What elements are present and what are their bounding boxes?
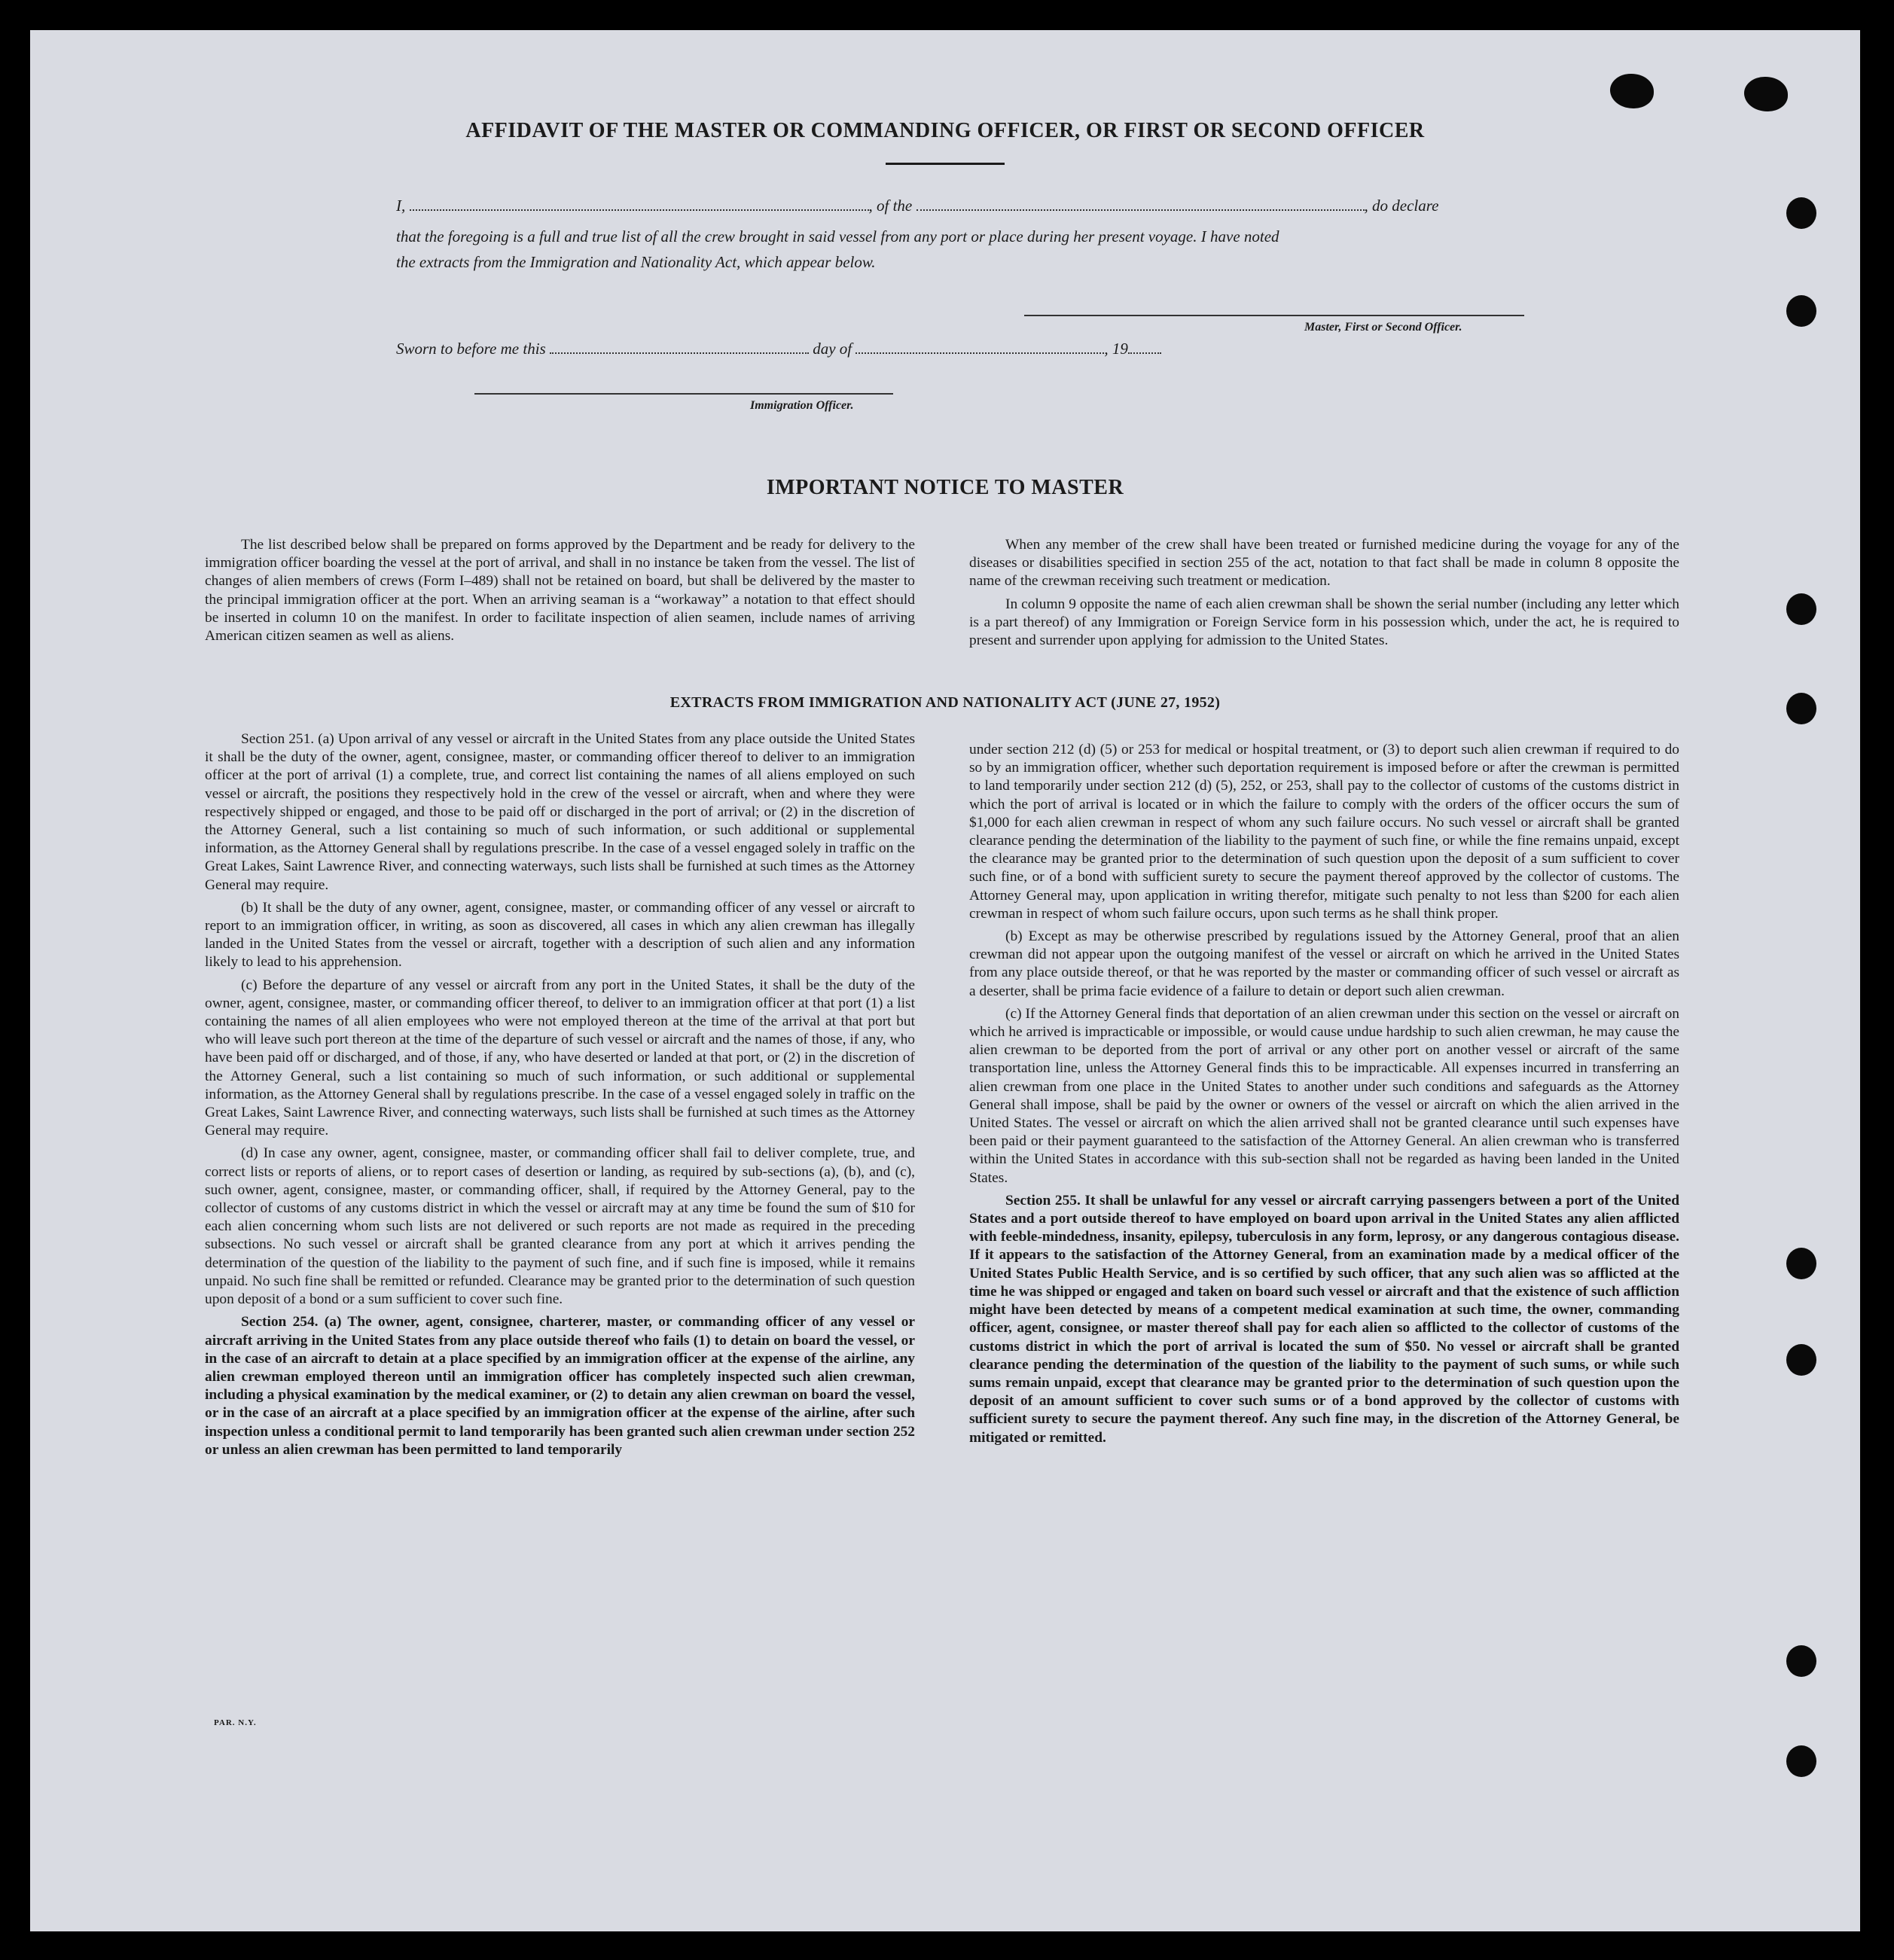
sworn-fill-line (396, 339, 1300, 358)
extract-paragraph: (b) Except as may be otherwise prescribed by regulations issued by the Attorney General, proof that an alien crewman did not appear upon the outgoing manifest of the vessel or aircraft on which he arrived in the United States from any place outside thereof, or that he was reported by the master or commanding officer of such vessel or aircraft as a deserter, shall be prima facie evidence of a failure to detain or deport such alien crewman. (969, 928, 1679, 999)
immigration-officer-signature-line[interactable] (474, 393, 893, 395)
do-declare-label: , do declare (1364, 197, 1439, 215)
master-signature-line[interactable] (1024, 315, 1524, 316)
extract-paragraph: Section 251. (a) Upon arrival of any vessel or aircraft in the United States from any place outside the United States it shall be the duty of the owner, agent, consignee, master, or commanding officer thereof to deliver to an immigration officer at the port of arrival (1) a complete, true, and correct list containing the names of all aliens employed on such vessel or aircraft, the positions they respectively hold in the crew of the vessel or aircraft, when and where they were respectively shipped or engaged, and those to be paid off or discharged in the port of arrival; or (2) in the discretion of the Attorney General, such a list containing so much of such information, or such additional or supplemental information, as the Attorney General shall by regulations prescribe. In the case of a vessel engaged solely in traffic on the Great Lakes, Saint Lawrence River, and connecting waterways, such lists shall be furnished at such times as the Attorney General may require. (205, 731, 915, 893)
printer-mark: PAR. N.Y. (214, 1718, 257, 1727)
binder-hole (1786, 1745, 1816, 1777)
of-the-label: , of the (868, 197, 913, 215)
notice-right-paragraph-2: In column 9 opposite the name of each alien crewman shall be shown the serial number (including any letter which is a part thereof) of any Immigration or Foreign Service form in his possession which, under the act, he is required to present and surrender upon applying for admission to the United States. (969, 596, 1679, 649)
extract-paragraph: (c) Before the departure of any vessel or aircraft from any port in the United States, it shall be the duty of the owner, agent, consignee, master, or commanding officer thereof, to deliver to an immigration officer at that port (1) a list containing the names of all alien employees who were not employed thereon at the time of the arrival at that port but who will leave such port thereon at the time of the departure of such vessel or aircraft and the names of those, if any, who have been paid off or discharged, and of those, if any, who have deserted or landed at that port, or (2) in the discretion of the Attorney General, such a list containing so much of such information, or such additional or supplemental information, as the Attorney General shall by regulations prescribe. In the case of a vessel engaged solely in traffic on the Great Lakes, Saint Lawrence River, and connecting waterways, such lists shall be furnished at such times as the Attorney General may require. (205, 977, 915, 1139)
declaration-fill-line (396, 196, 1556, 215)
binder-hole (1786, 295, 1816, 327)
immigration-officer-caption: Immigration Officer. (750, 399, 854, 412)
extract-paragraph: Section 254. (a) The owner, agent, consignee, charterer, master, or commanding officer of any vessel or aircraft arriving in the United States from any place outside thereof who fails (1) to detain on board the vessel, or in the case of an aircraft to detain at a place specified by an immigration officer at the expense of the airline, any alien crewman employed thereon until an immigration officer has completely inspected such alien crewman, including a physical examination by the medical examiner, or (2) to detain any alien crewman on board the vessel, or in the case of an aircraft at a place specified by an immigration officer at the expense of the airline, after such inspection unless a conditional permit to land temporarily has been granted such alien crewman under section 252 or unless an alien crewman has been permitted to land temporarily (205, 1314, 915, 1458)
extract-paragraph: (b) It shall be the duty of any owner, agent, consignee, master, or commanding officer of any vessel or aircraft to report to an immigration officer, in writing, as soon as discovered, all cases in which any alien crewman has illegally landed in the United States from the vessel or aircraft, together with a description of such alien and any information likely to lead to his apprehension. (205, 899, 915, 971)
affidavit-title: AFFIDAVIT OF THE MASTER OR COMMANDING OFFICER, OR FIRST OR SECOND OFFICER (465, 119, 1425, 142)
declaration-line-1: that the foregoing is a full and true list of all the crew brought in said vessel from any port or place during her present voyage. I have noted (396, 227, 1279, 245)
year-label: , 19 (1104, 340, 1128, 358)
declaration-line-2: the extracts from the Immigration and Nationality Act, which appear below. (396, 253, 876, 271)
extracts-left-column (205, 730, 915, 1464)
i-label: I, (396, 197, 406, 215)
sworn-year-blank[interactable] (1128, 339, 1161, 354)
binder-hole (1786, 593, 1816, 625)
document-page (30, 30, 1860, 1931)
extract-paragraph: under section 212 (d) (5) or 253 for medical or hospital treatment, or (3) to deport such alien crewman if required to do so by an immigration officer, whether such deportation requirement is imposed before or after the crewman is permitted to land temporarily under section 212 (d) (5), 252, or 253, shall pay to the collector of customs of the customs district in which the port of arrival is located or in which the failure to comply with the orders of the officer occurs the sum of $1,000 for each alien crewman in respect of whom any such failure occurs. No such vessel or aircraft shall be granted clearance pending the determination of the liability to the payment of such fine, or while the fine remains unpaid, except the clearance may be granted prior to the determination of such question upon the deposit of a sum sufficient to cover such fine, or of a bond with sufficient surety to secure the payment thereof approved by the collector of customs. The Attorney General may, upon application in writing therefor, mitigate such penalty to not less than $200 for each alien crewman in respect of whom such failure occurs, upon such terms as he shall think proper. (969, 742, 1679, 922)
sworn-month-blank[interactable] (856, 339, 1104, 354)
binder-hole (1744, 77, 1788, 111)
sworn-day-blank[interactable] (550, 339, 809, 354)
name-blank[interactable] (410, 196, 869, 211)
extracts-right-column (969, 741, 1679, 1452)
notice-right-column (969, 536, 1679, 654)
binder-hole (1610, 74, 1654, 108)
notice-right-paragraph-1: When any member of the crew shall have been treated or furnished medicine during the voyage for any of the diseases or disabilities specified in section 255 of the act, notation to that fact shall be made in column 8 opposite the name of the crewman receiving such treatment or medication. (969, 537, 1679, 590)
binder-hole (1786, 197, 1816, 229)
master-caption: Master, First or Second Officer. (1304, 321, 1462, 334)
vessel-blank[interactable] (917, 196, 1365, 211)
binder-hole (1786, 1645, 1816, 1677)
extract-paragraph: (d) In case any owner, agent, consignee, master, or commanding officer shall fail to deliver complete, true, and correct lists or reports of aliens, or to report cases of desertion or landing, as required by sub-sections (a), (b), and (c), such owner, agent, consignee, master, or commanding officer, shall, if required by the Attorney General, pay to the collector of customs of any customs district in which the vessel or aircraft may at any time be found the sum of $10 for each alien concerning whom such lists are not delivered or such reports are not made as required in the preceding subsections. No such vessel or aircraft shall be granted clearance from any port at which it arrives pending the determination of the question of the liability to the payment of such fine, and if such fine is imposed, while it remains unpaid. No such fine shall be remitted or refunded. Clearance may be granted prior to the determination of such question upon deposit of a bond or a sum sufficient to cover such fine. (205, 1145, 915, 1308)
extract-paragraph: Section 255. It shall be unlawful for any vessel or aircraft carrying passengers between a port of the United States and a port outside thereof to have employed on board upon arrival in the United States any alien afflicted with feeble-mindedness, insanity, epilepsy, tuberculosis in any form, leprosy, or any dangerous contagious disease. If it appears to the satisfaction of the Attorney General, from an examination made by a medical officer of the United States Public Health Service, and is so certified by such officer, that any such alien was so afflicted at the time he was shipped or engaged and taken on board such vessel or aircraft and that the existence of such affliction might have been detected by means of a competent medical examination at such time, the owner, commanding officer, agent, consignee, or master thereof shall pay for each alien so afflicted to the collector of customs of the customs district in which the port of arrival is located the sum of $50. No vessel or aircraft shall be granted clearance pending the determination of the question of the liability to the payment of such sums, or while such sums remain unpaid, except that clearance may be granted prior to the determination of such question upon the deposit of an amount sufficient to cover such sums or of a bond approved by the collector of customs with sufficient surety to secure the payment thereof. Any such fine may, in the discretion of the Attorney General, be mitigated or remitted. (969, 1192, 1679, 1446)
sworn-label: Sworn to before me this (396, 340, 546, 358)
extract-paragraph: (c) If the Attorney General finds that deportation of an alien crewman under this section on the vessel or aircraft on which he arrived is impracticable or impossible, or would cause undue hardship to such alien crewman, he may cause the alien crewman to be deported from the port of arrival or any other port on another vessel or aircraft of the same transportation line, unless the Attorney General finds this to be impracticable. All expenses incurred in transferring an alien crewman from one place in the United States to another under such conditions and safeguards as the Attorney General shall impose, shall be paid by the owner or owners of the vessel or aircraft on which the alien arrived in the United States. The vessel or aircraft on which the alien arrived shall not be granted clearance until such expenses have been paid or their payment guaranteed to the satisfaction of the Attorney General. An alien crewman who is transferred within the United States in accordance with this sub-section shall not be regarded as having been landed in the United States. (969, 1005, 1679, 1186)
notice-left-column (205, 536, 915, 650)
binder-hole (1786, 1248, 1816, 1279)
binder-hole (1786, 1344, 1816, 1376)
extracts-title: EXTRACTS FROM IMMIGRATION AND NATIONALITY ACT (JUNE 27, 1952) (669, 694, 1221, 711)
day-of-label: day of (813, 340, 852, 358)
notice-left-paragraph: The list described below shall be prepared on forms approved by the Department and be ready for delivery to the immigration officer boarding the vessel at the port of arrival, and shall in no instance be taken from the vessel. The list of changes of alien members of crews (Form I–489) shall not be retained on board, but shall be delivered by the master to the principal immigration officer at the port. When an arriving seaman is a “workaway” a notation to that effect should be inserted in column 10 on the manifest. In order to facilitate inspection of alien seamen, include names of arriving American citizen seamen as well as aliens. (205, 537, 915, 645)
title-underline (886, 163, 1005, 165)
notice-title: IMPORTANT NOTICE TO MASTER (766, 476, 1124, 499)
